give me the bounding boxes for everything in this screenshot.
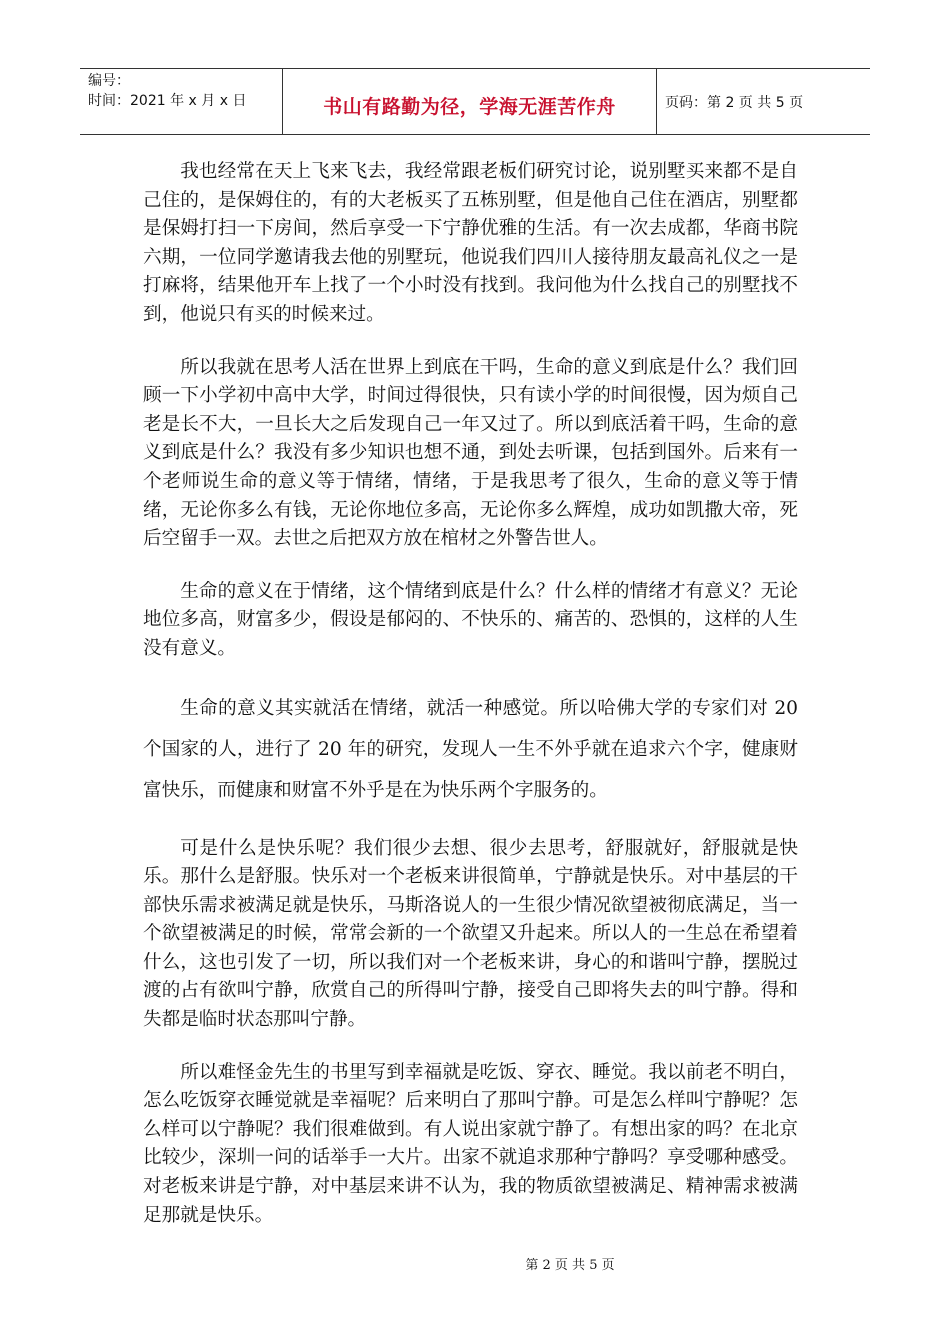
paragraph-6: 所以难怪金先生的书里写到幸福就是吃饭、穿衣、睡觉。我以前老不明白，怎么吃饭穿衣睡觉就是幸福呢？后来明白了那叫宁静。可是怎么样叫宁静呢？怎么样可以宁静呢？我们很难做到。有人说出家就宁静了。有想出家的吗？在北京比较少，深圳一问的话举手一大片。出家不就追求那种宁静吗？享受哪种感受。对老板来讲是宁静，对中基层来讲不认为，我的物质欲望被满足、精神需求被满足那就是快乐。 [143,1061,798,1226]
paragraph-4: 生命的意义其实就活在情绪，就活一种感觉。所以哈佛大学的专家们对 20 个国家的人，进行了 20 年的研究，发现人一生不外乎就在追求六个字，健康财富快乐，而健康和财富不外乎是在为快乐两个字服务的。 [143,697,798,801]
footer-page-number: 第 2 页 共 5 页 [525,1258,615,1273]
header-table [80,68,870,135]
header-page-label: 页码：第 2 页 共 5 页 [665,94,804,111]
paragraph-1: 我也经常在天上飞来飞去，我经常跟老板们研究讨论，说别墅买来都不是自己住的，是保姆住的，有的大老板买了五栋别墅，但是他自己住在酒店，别墅都是保姆打扫一下房间，然后享受一下宁静优雅的生活。有一次去成都，华商书院六期，一位同学邀请我去他的别墅玩，他说我们四川人接待朋友最高礼仪之一是打麻将，结果他开车上找了一个小时没有找到。我问他为什么找自己的别墅找不到，他说只有买的时候来过。 [143,161,798,325]
header-meta-cell [80,69,283,134]
header-page-cell [657,69,870,134]
page-footer [0,1254,950,1273]
paragraph-3: 生命的意义在于情绪，这个情绪到底是什么？什么样的情绪才有意义？无论地位多高，财富多少，假设是郁闷的、不快乐的、痛苦的、恐惧的，这样的人生没有意义。 [143,580,798,659]
paragraph-5: 可是什么是快乐呢？我们很少去想、很少去思考，舒服就好，舒服就是快乐。那什么是舒服。快乐对一个老板来讲很简单，宁静就是快乐。对中基层的干部快乐需求被满足就是快乐，马斯洛说人的一生很少情况欲望被彻底满足，当一个欲望被满足的时候，常常会新的一个欲望又升起来。所以人的一生总在希望着什么，这也引发了一切，所以我们对一个老板来讲，身心的和谐叫宁静，摆脱过渡的占有欲叫宁静，欣赏自己的所得叫宁静，接受自己即将失去的叫宁静。得和失都是临时状态那叫宁静。 [143,837,798,1031]
paragraph-2: 所以我就在思考人活在世界上到底在干吗，生命的意义到底是什么？我们回顾一下小学初中高中大学，时间过得很快，只有读小学的时间很慢，因为烦自己老是长不大，一旦长大之后发现自己一年又过了。所以到底活着干吗，生命的意义到底是什么？我没有多少知识也想不通，到处去听课，包括到国外。后来有一个老师说生命的意义等于情绪，情绪，于是我思考了很久，生命的意义等于情绪，无论你多么有钱，无论你地位多高，无论你多么辉煌，成功如凯撒大帝，死后空留手一双。去世之后把双方放在棺材之外警告世人。 [143,356,798,550]
header-motto-cell [283,69,657,134]
document-time-label: 时间：2021 年 x 月 x 日 [88,93,247,109]
document-number-label: 编号： [88,73,130,89]
header-motto: 书山有路勤为径，学海无涯苦作舟 [323,96,616,118]
document-body [143,158,798,1254]
